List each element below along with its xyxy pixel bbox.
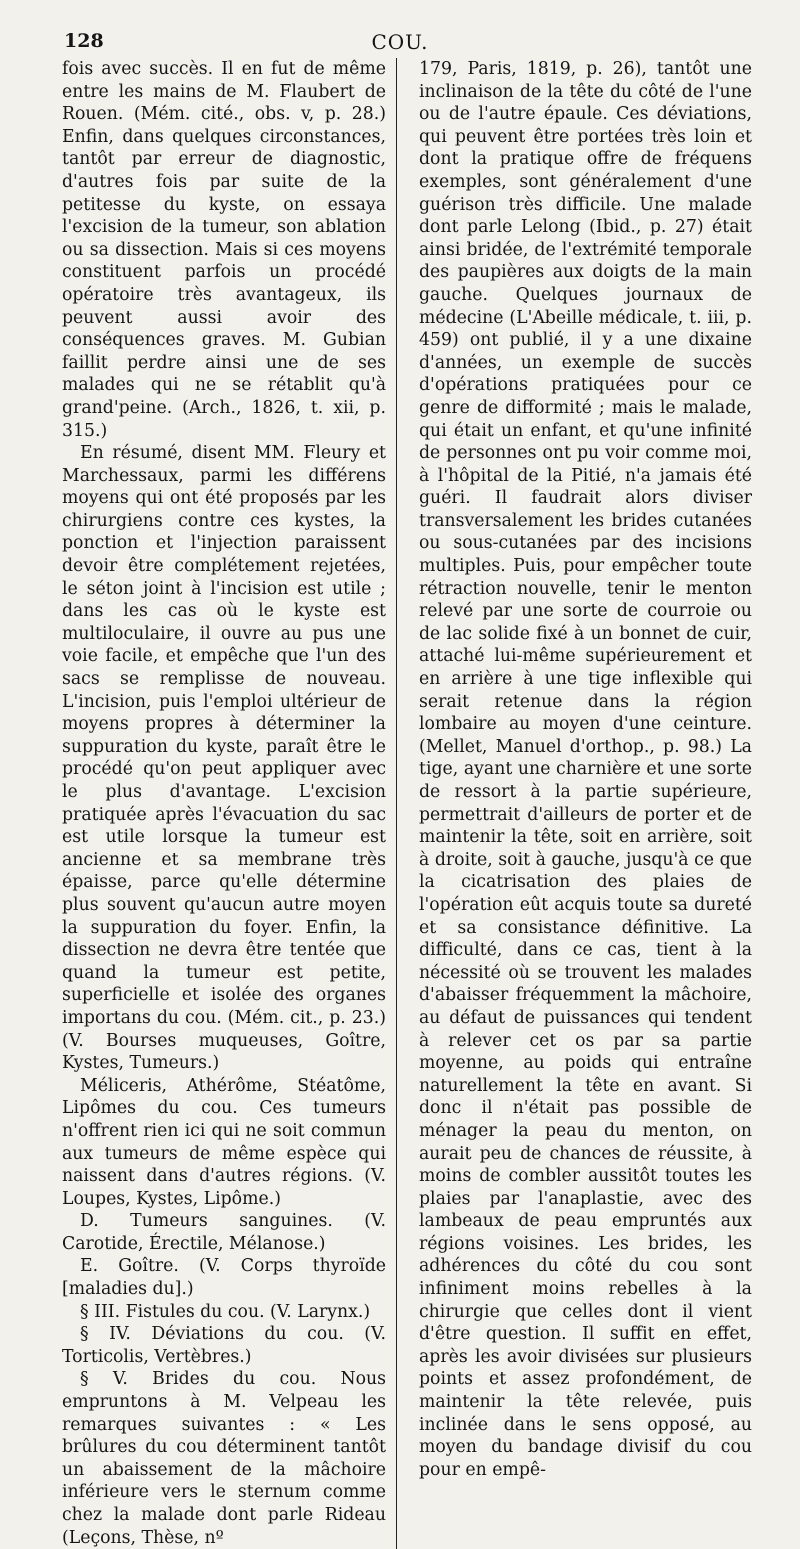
paragraph: Méliceris, Athérôme, Stéatôme, Lipômes du cou. Ces tumeurs n'offrent rien ici qui ne soit commun aux tumeurs de même espèce qui naissent dans d'autres régions. (V. Loupes, Kystes, Lipôme.)	[62, 1075, 386, 1209]
page-number: 128	[64, 30, 104, 52]
paragraph: § IV. Déviations du cou. (V. Torticolis, Vertèbres.)	[62, 1324, 386, 1367]
right-column	[417, 58, 752, 1549]
paragraph: 179, Paris, 1819, p. 26), tantôt une inclinaison de la tête du côté de l'une ou de l'autre épaule. Ces déviations, qui peuvent être portées très loin et dont la pratique offre de fréquens exemples, sont généralement d'une guérison très difficile. Une malade dont parle Lelong (Ibid., p. 27) était ainsi bridée, de l'extrémité temporale des paupières aux doigts de la main gauche. Quelques journaux de médecine (L'Abeille médicale, t. iii, p. 459) ont publié, il y a une dixaine d'années, un exemple de succès d'opérations pratiquées pour ce genre de difformité ; mais le malade, qui était un enfant, et qu'une infinité de personnes ont pu voir comme moi, à l'hôpital de la Pitié, n'a jamais été guéri. Il faudrait alors diviser transversalement les brides cutanées ou sous-cutanées par des incisions multiples. Puis, pour empêcher toute rétraction nouvelle, tenir le menton relevé par une sorte de courroie ou de lac solide fixé à un bonnet de cuir, attaché lui-même supérieurement et en arrière à une tige inflexible qui serait retenue dans la région lombaire au moyen d'une ceinture. (Mellet, Manuel d'orthop., p. 98.) La tige, ayant une charnière et une sorte de ressort à la partie supérieure, permettrait d'ailleurs de porter et de maintenir la tête, soit en arrière, soit à droite, soit à gauche, jusqu'à ce que la cicatrisation des plaies de l'opération eût acquis toute sa dureté et sa consistance définitive. La difficulté, dans ce cas, tient à la nécessité où se trouvent les malades d'abaisser fréquemment la mâchoire, au défaut de puissances qui tendent à relever cet os par sa partie moyenne, au poids qui entraîne naturellement la tête en avant. Si donc il n'était pas possible de ménager la peau du menton, on aurait peu de chances de réussite, à moins de combler aussitôt toutes les plaies par l'anaplastie, avec des lambeaux de peau empruntés aux régions voisines. Les brides, les adhérences du côté du cou sont infiniment moins rebelles à la chirurgie que celles dont il vient d'être question. Il suffit en effet, après les avoir divisées sur plusieurs points et assez profondément, de maintenir la tête relevée, puis inclinée dans le sens opposé, au moyen du bandage divisif du cou pour en empê-	[419, 59, 752, 1480]
paragraph: E. Goître. (V. Corps thyroïde [maladies du].)	[62, 1256, 386, 1300]
paragraph: D. Tumeurs sanguines. (V. Carotide, Érectile, Mélanose.)	[62, 1211, 386, 1254]
paragraph: § III. Fistules du cou. (V. Larynx.)	[80, 1301, 371, 1322]
paragraph: fois avec succès. Il en fut de même entre les mains de M. Flaubert de Rouen. (Mém. cité., obs. v, p. 28.) Enfin, dans quelques circonstances, tantôt par erreur de diagnostic, d'autres fois par suite de la petitesse du kyste, on essaya l'excision de la tumeur, son ablation ou sa dissection. Mais si ces moyens constituent parfois un procédé opératoire très avantageux, ils peuvent aussi avoir des conséquences graves. M. Gubian faillit perdre ainsi une de ses malades qui ne se rétablit qu'à grand'peine. (Arch., 1826, t. xii, p. 315.)	[62, 59, 386, 441]
paragraph: En résumé, disent MM. Fleury et Marchessaux, parmi les différens moyens qui ont été proposés par les chirurgiens contre ces kystes, la ponction et l'injection paraissent devoir être complétement rejetées, le séton joint à l'incision est utile ; dans les cas où le kyste est multiloculaire, il ouvre au pus une voie facile, et empêche que l'un des sacs se remplisse de nouveau. L'incision, puis l'emploi ultérieur de moyens propres à déterminer la suppuration du kyste, paraît être le procédé qu'on peut appliquer avec le plus d'avantage. L'excision pratiquée après l'évacuation du sac est utile lorsque la tumeur est ancienne et sa membrane très épaisse, parce qu'elle détermine plus souvent qu'aucun autre moyen la suppuration du foyer. Enfin, la dissection ne devra être tentée que quand la tumeur est petite, superficielle et isolée des organes importans du cou. (Mém. cit., p. 23.) (V. Bourses muqueuses, Goître, Kystes, Tumeurs.)	[62, 443, 386, 1074]
page-header	[60, 30, 740, 60]
left-column	[62, 58, 397, 1549]
text-columns	[62, 58, 752, 1548]
paragraph: § V. Brides du cou. Nous empruntons à M. Velpeau les remarques suivantes : « Les brûlures du cou déterminent tantôt un abaissement de la mâchoire inférieure vers le sternum comme chez la malade dont parle Rideau (Leçons, Thèse, nº	[62, 1369, 386, 1548]
running-head: COU.	[371, 30, 429, 54]
